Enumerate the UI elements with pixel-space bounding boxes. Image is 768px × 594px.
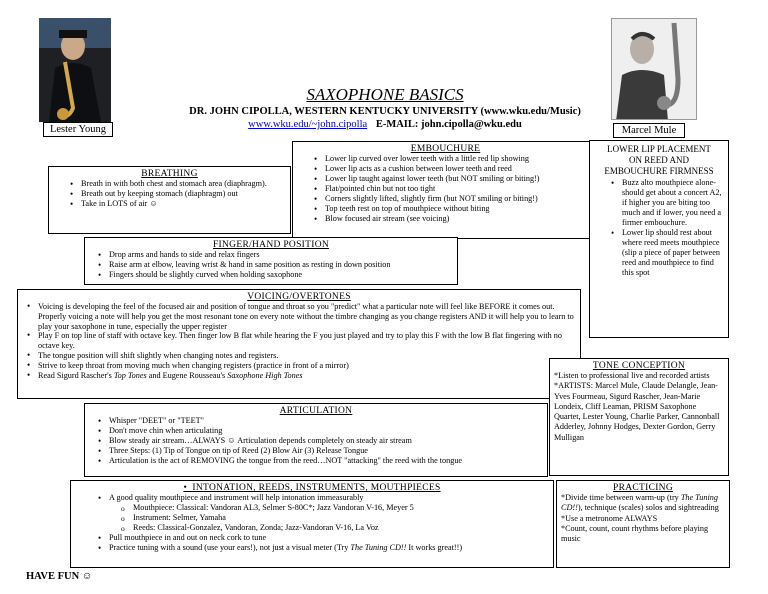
- breathing-heading: BREATHING: [141, 169, 198, 179]
- list-item: • Raise arm at elbow, leaving wrist & hand in same position as resting in down position: [95, 260, 453, 270]
- tone-conception-section: [549, 358, 729, 476]
- list-subitem: o Instrument: Selmer, Yamaha: [121, 513, 549, 523]
- intonation-sublist: [95, 503, 549, 533]
- intonation-heading: • INTONATION, REEDS, INSTRUMENTS, MOUTHPIECES: [183, 483, 441, 493]
- have-fun-text: HAVE FUN ☺: [26, 571, 93, 582]
- website-link[interactable]: www.wku.edu/~john.cipolla: [248, 119, 368, 130]
- embouchure-list: [311, 154, 594, 224]
- practicing-heading: PRACTICING: [612, 483, 673, 493]
- list-subitem: o Mouthpiece: Classical: Vandoran AL3, Selmer S-80C*; Jazz Vandoran V-16, Meyer 5: [121, 503, 549, 513]
- tone-line-artists: *ARTISTS: Marcel Mule, Claude Delangle, Jean-Yves Fourmeau, Sigurd Rascher, Jean-Marie Londeix, Cliff Leaman, PRISM Saxophone Quartet, Lester Young, Charlie Parker, Cannonball Adderley, Johnny Hodges, Dexter Gordon, Gerry Mulligan: [554, 381, 720, 442]
- list-item: • Drop arms and hands to side and relax fingers: [95, 250, 453, 260]
- author-line: DR. JOHN CIPOLLA, WESTERN KENTUCKY UNIVERSITY (www.wku.edu/Music): [189, 106, 581, 117]
- list-item: • Fingers should be slightly curved when holding saxophone: [95, 270, 453, 280]
- list-item: • Whisper "DEET" or "TEET": [95, 416, 543, 426]
- articulation-heading: ARTICULATION: [279, 406, 353, 416]
- embouchure-heading: EMBOUCHURE: [410, 144, 481, 154]
- list-item: • Voicing is developing the feel of the focused air and position of tongue and throat so you "predict" what a particular note will feel like BEFORE it comes out. Properly voicing a note will help you get the most resonant tone on every note without the timbre changing as you change registers AND it will help you to learn to play your saxophone in tune, especially the upper register: [24, 302, 576, 331]
- lower-lip-section: [589, 140, 729, 338]
- list-item: • Articulation is the act of REMOVING the tongue from the reed…NOT "attacking" the reed with the tongue: [95, 456, 543, 466]
- practicing-section: [556, 480, 730, 568]
- voicing-list: [24, 302, 576, 380]
- voicing-heading: VOICING/OVERTONES: [247, 292, 351, 302]
- list-item: • Don't move chin when articulating: [95, 426, 543, 436]
- tone-heading: TONE CONCEPTION: [592, 361, 686, 371]
- saxophonist-image: [612, 19, 697, 120]
- practicing-line-divide: *Divide time between warm-up (try The Tuning CD!!), technique (scales) solos and sightreading: [561, 493, 719, 513]
- list-item: • Corners slightly lifted, slightly firm (but NOT smiling or biting!): [311, 194, 594, 204]
- marcel-mule-photo: [611, 18, 697, 120]
- list-item: • Buzz alto mouthpiece alone-should get about a concert A2, if higher you are biting too much and if lower, you need a firmer embouchure.: [608, 178, 724, 228]
- list-item: • Top teeth rest on top of mouthpiece without biting: [311, 204, 594, 214]
- practicing-line-metronome: *Use a metronome ALWAYS: [561, 513, 658, 523]
- tone-line-listen: *Listen to professional live and recorded artists: [554, 371, 710, 380]
- finger-hand-list: [95, 250, 453, 280]
- embouchure-section: [292, 141, 599, 239]
- list-item: • Breath in with both chest and stomach area (diaphragm).: [67, 179, 286, 189]
- list-item: • Lower lip taught against lower teeth (but NOT smiling or biting!): [311, 174, 594, 184]
- articulation-list: [95, 416, 543, 466]
- list-item: • Blow steady air stream…ALWAYS ☺ Articulation depends completely on steady air stream: [95, 436, 543, 446]
- practicing-line-count: *Count, count, count rhythms before playing music: [561, 523, 709, 544]
- email-label: E-MAIL: john.cipolla@wku.edu: [375, 119, 522, 130]
- list-item: • Take in LOTS of air ☺: [67, 199, 286, 209]
- list-item: • Flat/pointed chin but not too tight: [311, 184, 594, 194]
- list-item: • Strive to keep throat from moving much when changing registers (practice in front of a mirror): [24, 361, 576, 371]
- list-item: • Practice tuning with a sound (use your ears!), not just a visual meter (Try The Tuning CD!! It works great!!): [95, 543, 549, 553]
- list-item: • Lower lip should rest about where reed meets mouthpiece (slip a piece of paper between reed and mouthpiece to find this spot: [608, 228, 724, 278]
- saxophonist-image: [39, 18, 111, 122]
- finger-hand-heading: FINGER/HAND POSITION: [212, 240, 330, 250]
- voicing-section: [17, 289, 581, 399]
- breathing-section: [48, 166, 291, 234]
- lester-young-caption: Lester Young: [43, 122, 113, 137]
- list-item: • Lower lip acts as a cushion between lower teeth and reed: [311, 164, 594, 174]
- contact-line: [150, 119, 620, 130]
- page-title: SAXOPHONE BASICS: [306, 85, 464, 104]
- list-item: • Blow focused air stream (see voicing): [311, 214, 594, 224]
- list-item: • Play F on top line of staff with octave key. Then finger low B flat while hearing the F you just played and try to play this F with the low B flat fingering with no octave key.: [24, 331, 576, 351]
- list-item: • Breath out by keeping stomach (diaphragm) out: [67, 189, 286, 199]
- lester-young-photo: [39, 18, 111, 122]
- list-item: • The tongue position will shift slightly when changing notes and registers.: [24, 351, 576, 361]
- list-item: • Read Sigurd Rascher's Top Tones and Eugene Rousseau's Saxophone High Tones: [24, 371, 576, 381]
- finger-hand-section: [84, 237, 458, 285]
- list-item: • A good quality mouthpiece and instrument will help intonation immeasurably: [95, 493, 549, 503]
- lower-lip-list: [608, 178, 724, 278]
- articulation-section: [84, 403, 548, 477]
- intonation-list-2: [95, 533, 549, 553]
- list-item: • Lower lip curved over lower teeth with a little red lip showing: [311, 154, 594, 164]
- list-subitem: o Reeds: Classical-Gonzalez, Vandoran, Zonda; Jazz-Vandoran V-16, La Voz: [121, 523, 549, 533]
- list-item: • Pull mouthpiece in and out on neck cork to tune: [95, 533, 549, 543]
- breathing-list: [67, 179, 286, 209]
- marcel-mule-caption: Marcel Mule: [613, 123, 685, 138]
- intonation-list: [95, 493, 549, 503]
- list-item: • Three Steps: (1) Tip of Tongue on tip of Reed (2) Blow Air (3) Release Tongue: [95, 446, 543, 456]
- lower-lip-heading: LOWER LIP PLACEMENT ON REED AND EMBOUCHURE FIRMNESS: [604, 144, 714, 176]
- intonation-section: [70, 480, 554, 568]
